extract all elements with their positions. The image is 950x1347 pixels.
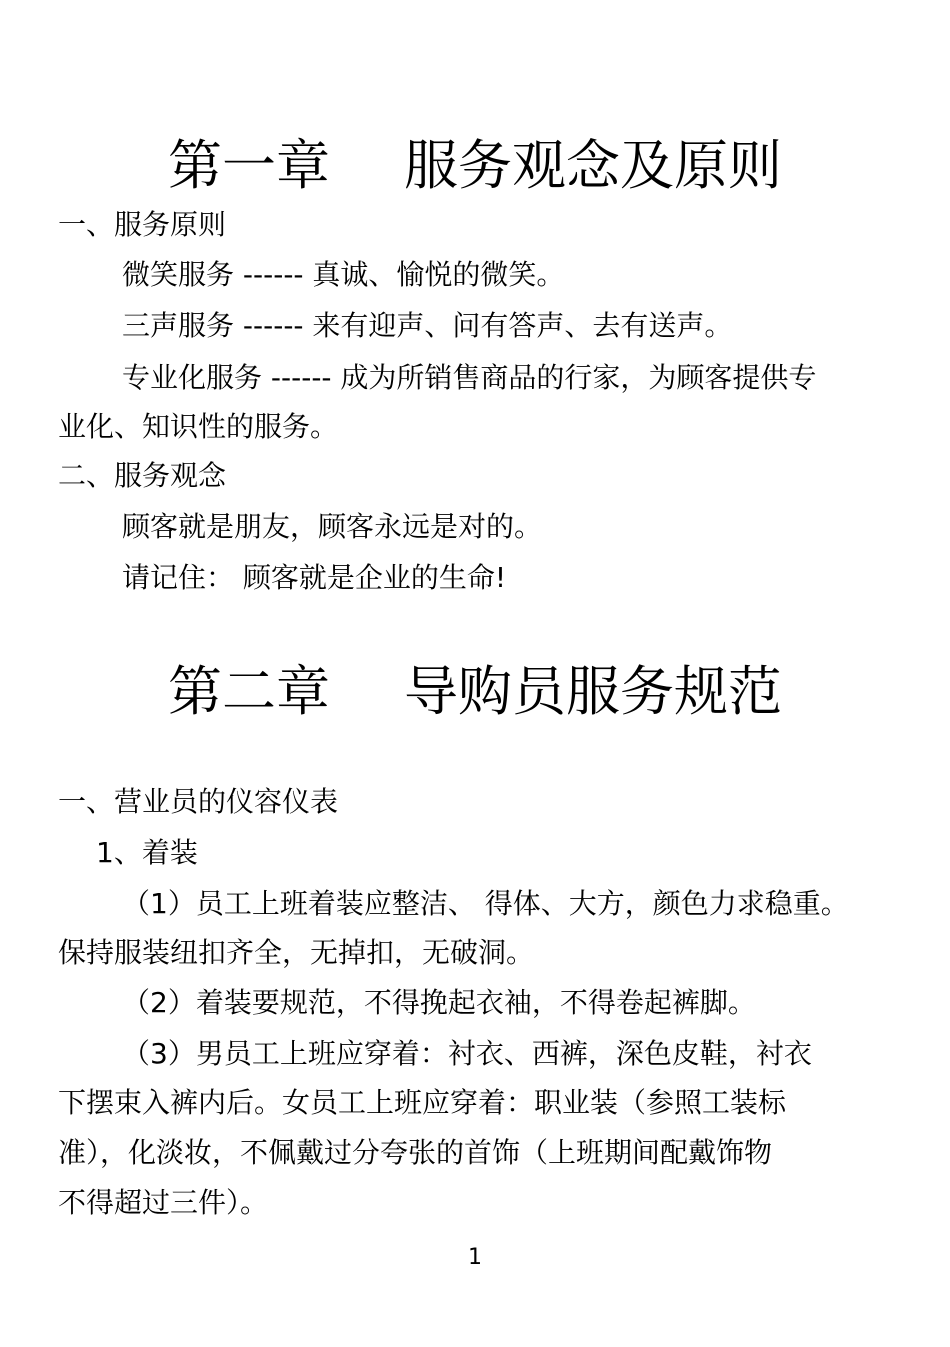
three-voice-service-line: 三声服务 ------ 来有迎声、问有答声、去有送声。 <box>122 309 733 342</box>
subsection1-heading: 1、着装 <box>96 836 198 869</box>
page-number: 1 <box>468 1245 482 1270</box>
item3-line-2: 下摆束入裤内后。女员工上班应穿着：职业装（参照工装标 <box>58 1086 787 1119</box>
item3-line-1: （3）男员工上班应穿着：衬衣、西裤，深色皮鞋，衬衣 <box>122 1037 812 1070</box>
professional-service-line-1: 专业化服务 ------ 成为所销售商品的行家，为顾客提供专 <box>122 361 817 394</box>
chapter1-title-text: 服务观念及原则 <box>404 134 782 197</box>
chapter1-section2-heading: 二、服务观念 <box>58 459 227 492</box>
item3-line-3: 准），化淡妆，不佩戴过分夸张的首饰（上班期间配戴饰物 <box>58 1136 773 1169</box>
smile-service-line: 微笑服务 ------ 真诚、愉悦的微笑。 <box>122 258 565 291</box>
chapter2-title <box>0 662 950 722</box>
chapter1-section1-heading: 一、服务原则 <box>58 208 227 241</box>
chapter1-number: 第一章 <box>168 134 330 197</box>
chapter2-section1-heading: 一、营业员的仪容仪表 <box>58 785 339 818</box>
chapter2-number: 第二章 <box>168 660 330 723</box>
professional-service-line-2: 业化、知识性的服务。 <box>58 410 339 443</box>
item2-line-1: （2）着装要规范，不得挽起衣袖，不得卷起裤脚。 <box>122 986 756 1019</box>
chapter1-title <box>0 136 950 196</box>
item1-line-1: （1）员工上班着装应整洁、 得体、大方，颜色力求稳重。 <box>122 887 849 920</box>
item3-line-4: 不得超过三件）。 <box>58 1186 269 1219</box>
concept-line-1: 顾客就是朋友，顾客永远是对的。 <box>122 510 543 543</box>
chapter2-title-text: 导购员服务规范 <box>404 660 782 723</box>
item1-line-2: 保持服装纽扣齐全，无掉扣，无破洞。 <box>58 936 535 969</box>
concept-line-2: 请记住： 顾客就是企业的生命! <box>122 561 507 594</box>
